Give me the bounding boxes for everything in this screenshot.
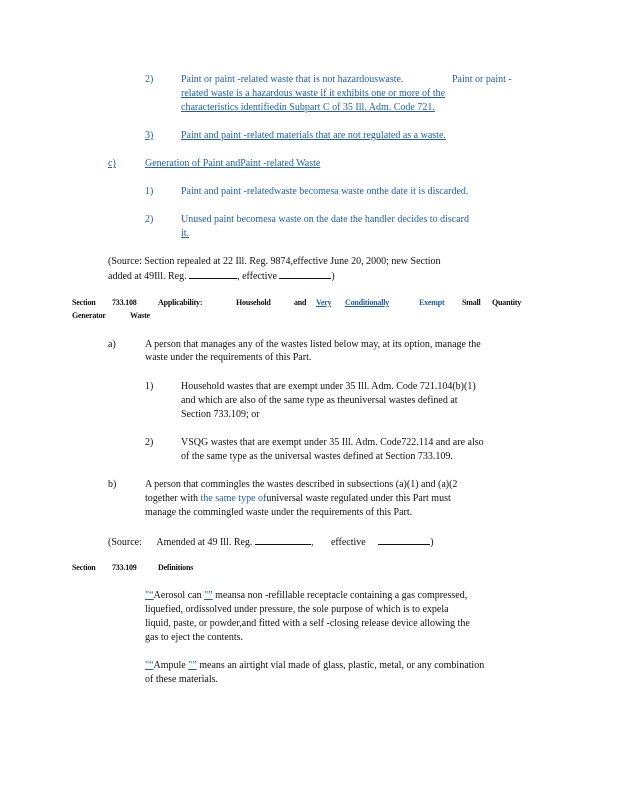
section-label: Section — [72, 563, 96, 572]
source-note-text: , — [310, 537, 314, 548]
paragraph-text: universal waste regulated under this Part must — [266, 493, 451, 504]
definition-line: liquid, paste, or powder,and fitted with a self -closing release device allowing the — [145, 618, 470, 629]
definition-line — [145, 590, 467, 602]
paragraph-line — [145, 493, 451, 505]
source-note-line — [108, 535, 434, 549]
source-note-line — [108, 269, 335, 283]
section-title-word: and — [294, 298, 307, 307]
paragraph-line: VSQG wastes that are exempt under 35 Ill. Adm. Code722.114 and are also — [181, 437, 484, 448]
source-note-line: (Source: Section repealed at 22 Ill. Reg. 9874,effective June 20, 2000; new Section — [108, 256, 441, 267]
paragraph-line: waste under the requirements of this Part. — [145, 352, 312, 363]
defined-term: Ampule — [153, 660, 186, 671]
source-note-text: , effective — [237, 271, 277, 282]
definition-line: liquefied, ordissolved under pressure, the sole purpose of which is to expela — [145, 604, 449, 615]
section-title-word: Small — [462, 298, 481, 307]
paragraph-text: together with — [145, 493, 199, 504]
quote-mark: "“ — [145, 590, 154, 601]
item-number: 2) — [145, 74, 154, 85]
quote-mark: "” — [204, 590, 213, 601]
blank-line — [255, 535, 311, 545]
quote-mark: "“ — [145, 660, 154, 671]
paragraph-line: A person that manages any of the wastes listed below may, at its option, manage the — [145, 339, 481, 350]
paragraph-line: Section 733.109; or — [181, 409, 260, 420]
section-title-word: Exempt — [419, 298, 445, 307]
paragraph-line: Paint and paint -relatedwaste becomesa waste onthe date it is discarded. — [181, 186, 469, 197]
source-note-text: effective — [330, 537, 366, 548]
paragraph-line: Unused paint becomesa waste on the date the handler decides to discard — [181, 214, 469, 225]
item-number: 3) — [145, 130, 154, 141]
item-number: 1) — [145, 381, 154, 392]
inserted-text-line: it. — [181, 228, 190, 239]
inserted-text: the same type of — [200, 493, 267, 504]
paragraph-line: and which are also of the same type as theuniversal wastes defined at — [181, 395, 458, 406]
section-title-word: Very — [316, 298, 332, 307]
source-note-text: Amended at 49 Ill. Reg. — [156, 537, 253, 548]
definition-line: of these materials. — [145, 674, 219, 685]
paragraph-line: Household wastes that are exempt under 35 Ill. Adm. Code 721.104(b)(1) — [181, 381, 476, 392]
paragraph-line: Paint or paint -related waste that is not hazardouswaste. — [181, 74, 404, 85]
definition-line — [145, 660, 484, 672]
source-note-text: added at 49Ill. Reg. — [108, 271, 187, 282]
subsection-letter: a) — [108, 339, 116, 350]
source-note-text: ) — [331, 271, 335, 282]
definition-line: gas to eject the contents. — [145, 632, 244, 643]
paragraph-line: of the same type as the universal wastes defined at Section 733.109. — [181, 451, 453, 462]
paragraph-line: A person that commingles the wastes described in subsections (a)(1) and (a)(2 — [145, 479, 458, 490]
section-number: 733.108 — [112, 298, 137, 307]
subsection-letter: b) — [108, 479, 117, 490]
quote-mark: "” — [188, 660, 197, 671]
paragraph-line: manage the commingled waste under the requirements of this Part. — [145, 507, 413, 518]
defined-term: Aerosol can — [153, 590, 202, 601]
section-number: 733.109 — [112, 563, 137, 572]
section-title-word: Waste — [130, 311, 150, 320]
inserted-text-line: related waste is a hazardous waste if it exhibits one or more of the — [181, 88, 446, 99]
source-note-text: ) — [430, 537, 434, 548]
item-number: 2) — [145, 214, 154, 225]
definition-text: means an airtight vial made of glass, plastic, metal, or any combination — [199, 660, 485, 671]
section-title-word: Household — [236, 298, 271, 307]
blank-line — [378, 535, 430, 545]
section-title-word: Quantity — [492, 298, 522, 307]
inserted-text-line: characteristics identifiedin Subpart C of 35 Ill. Adm. Code 721. — [181, 102, 435, 113]
subsection-letter: c) — [108, 158, 116, 169]
blank-line — [279, 269, 331, 279]
definition-text: meansa non -refillable receptacle containing a gas compressed, — [215, 590, 468, 601]
section-title: Definitions — [158, 563, 194, 572]
paragraph-line: Paint or paint - — [452, 74, 512, 85]
section-title-word: Conditionally — [345, 298, 390, 307]
section-title-word: Applicability: — [158, 298, 203, 307]
source-note-text: (Source: — [108, 537, 142, 548]
section-label: Section — [72, 298, 96, 307]
section-title-word: Generator — [72, 311, 106, 320]
inserted-text-line: Paint and paint -related materials that are not regulated as a waste. — [181, 130, 446, 141]
item-number: 2) — [145, 437, 154, 448]
blank-line — [189, 269, 237, 279]
subsection-title: Generation of Paint andPaint -related Waste — [145, 158, 321, 169]
item-number: 1) — [145, 186, 154, 197]
